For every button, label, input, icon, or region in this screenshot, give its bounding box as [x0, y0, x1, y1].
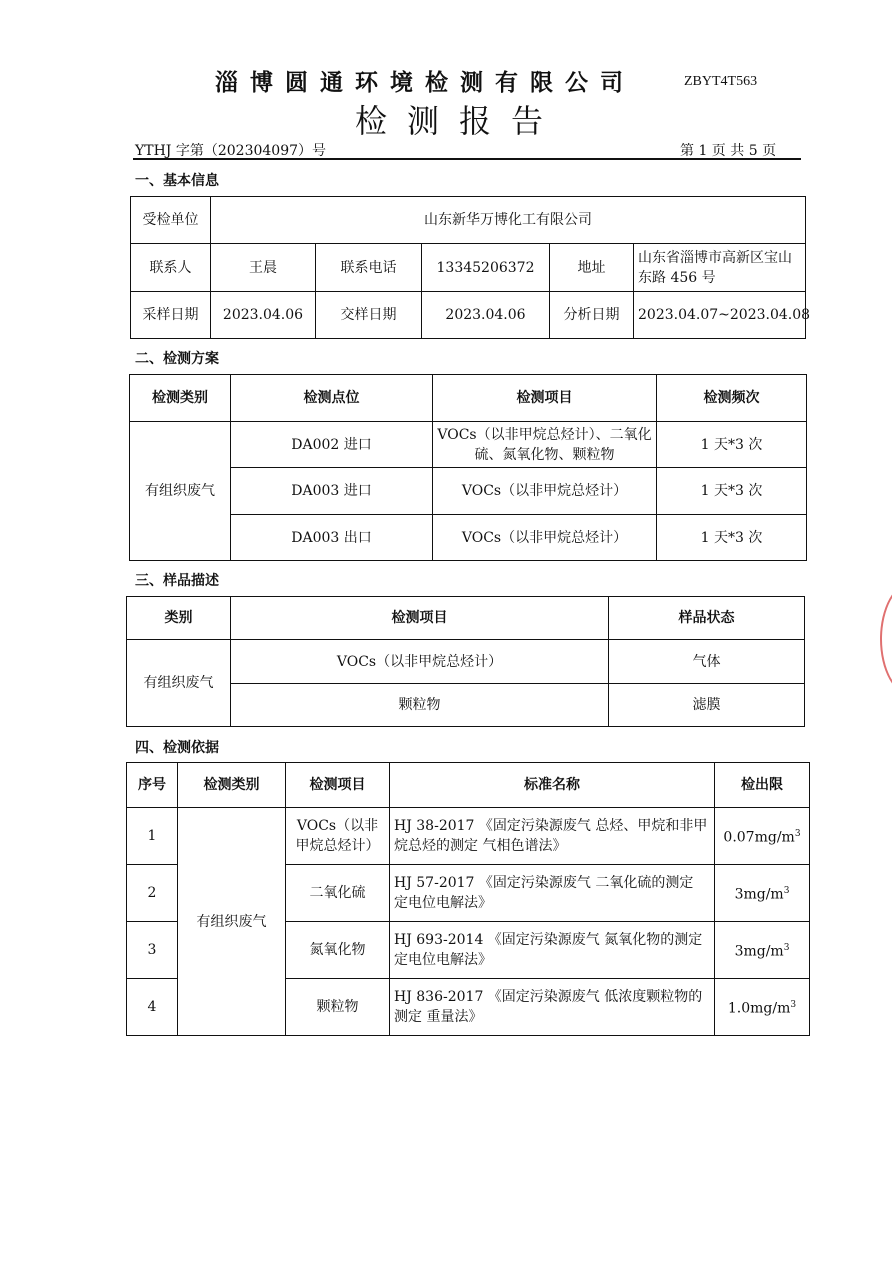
section-basis: 四、检测依据	[135, 740, 219, 756]
samples-item: VOCs（以非甲烷总烃计）	[231, 640, 609, 684]
basis-no: 1	[127, 808, 178, 865]
limit-unit-exponent: 3	[790, 1000, 797, 1011]
table-row	[127, 808, 810, 865]
basis-standard: HJ 836-2017 《固定污染源废气 低浓度颗粒物的测定 重量法》	[390, 979, 715, 1036]
basis-limit	[715, 979, 810, 1036]
basis-header-no: 序号	[127, 763, 178, 808]
handover-date-value: 2023.04.06	[422, 292, 550, 339]
section-basic-info: 一、基本信息	[135, 173, 219, 189]
samples-item: 颗粒物	[231, 684, 609, 727]
samples-category: 有组织废气	[127, 640, 231, 727]
samples-state: 滤膜	[609, 684, 805, 727]
basis-limit	[715, 808, 810, 865]
plan-header-category: 检测类别	[130, 375, 231, 422]
plan-frequency: 1 天*3 次	[657, 515, 807, 561]
basis-category: 有组织废气	[178, 808, 286, 1036]
sample-date-value: 2023.04.06	[211, 292, 316, 339]
report-title: 检测报告	[355, 102, 564, 140]
plan-item: VOCs（以非甲烷总烃计）	[433, 515, 657, 561]
basis-item: 氮氧化物	[286, 922, 390, 979]
basis-standard: HJ 57-2017 《固定污染源废气 二氧化硫的测定 定电位电解法》	[390, 865, 715, 922]
table-row	[130, 515, 807, 561]
basis-limit	[715, 922, 810, 979]
report-number: YTHJ 字第（202304097）号	[135, 143, 327, 159]
document-code: ZBYT4T563	[684, 74, 758, 89]
company-name: 淄博圆通环境检测有限公司	[215, 69, 635, 96]
basis-item: 二氧化硫	[286, 865, 390, 922]
basis-standard: HJ 38-2017 《固定污染源废气 总烃、甲烷和非甲烷总烃的测定 气相色谱法》	[390, 808, 715, 865]
basis-limit	[715, 865, 810, 922]
contact-value: 王晨	[211, 244, 316, 292]
client-value: 山东新华万博化工有限公司	[211, 197, 806, 244]
samples-table	[126, 596, 805, 727]
basis-item: VOCs（以非甲烷总烃计）	[286, 808, 390, 865]
client-label: 受检单位	[131, 197, 211, 244]
basis-no: 2	[127, 865, 178, 922]
page-info: 第 1 页 共 5 页	[680, 143, 777, 159]
basis-header-standard: 标准名称	[390, 763, 715, 808]
plan-table	[129, 374, 807, 561]
plan-category: 有组织废气	[130, 422, 231, 561]
limit-value: 1.0mg/m	[727, 1000, 791, 1017]
plan-item: VOCs（以非甲烷总烃计）、二氧化硫、氮氧化物、颗粒物	[433, 422, 657, 468]
basis-header-category: 检测类别	[178, 763, 286, 808]
limit-value: 3mg/m	[734, 886, 784, 903]
section-plan: 二、检测方案	[135, 351, 219, 367]
basis-item: 颗粒物	[286, 979, 390, 1036]
plan-frequency: 1 天*3 次	[657, 422, 807, 468]
plan-frequency: 1 天*3 次	[657, 468, 807, 515]
analysis-date-label: 分析日期	[550, 292, 634, 339]
table-row	[130, 468, 807, 515]
plan-point: DA003 进口	[231, 468, 433, 515]
samples-header-item: 检测项目	[231, 597, 609, 640]
limit-value: 3mg/m	[734, 943, 784, 960]
limit-unit-exponent: 3	[794, 829, 801, 840]
limit-unit-exponent: 3	[783, 886, 790, 897]
section-samples: 三、样品描述	[135, 573, 219, 589]
phone-value: 13345206372	[422, 244, 550, 292]
plan-header-frequency: 检测频次	[657, 375, 807, 422]
table-row	[130, 422, 807, 468]
analysis-date-value: 2023.04.07~2023.04.08	[634, 292, 806, 339]
handover-date-label: 交样日期	[316, 292, 422, 339]
plan-point: DA003 出口	[231, 515, 433, 561]
plan-point: DA002 进口	[231, 422, 433, 468]
sample-date-label: 采样日期	[131, 292, 211, 339]
phone-label: 联系电话	[316, 244, 422, 292]
basis-table	[126, 762, 810, 1036]
header-rule	[133, 158, 801, 160]
contact-label: 联系人	[131, 244, 211, 292]
basis-header-item: 检测项目	[286, 763, 390, 808]
address-label: 地址	[550, 244, 634, 292]
limit-unit-exponent: 3	[783, 943, 790, 954]
samples-header-state: 样品状态	[609, 597, 805, 640]
basis-no: 3	[127, 922, 178, 979]
plan-item: VOCs（以非甲烷总烃计）	[433, 468, 657, 515]
basis-no: 4	[127, 979, 178, 1036]
table-row	[127, 640, 805, 684]
plan-header-point: 检测点位	[231, 375, 433, 422]
basis-standard: HJ 693-2014 《固定污染源废气 氮氧化物的测定 定电位电解法》	[390, 922, 715, 979]
samples-header-category: 类别	[127, 597, 231, 640]
plan-header-item: 检测项目	[433, 375, 657, 422]
basic-info-table	[130, 196, 811, 339]
seal-stamp	[880, 582, 892, 696]
samples-state: 气体	[609, 640, 805, 684]
address-value: 山东省淄博市高新区宝山东路 456 号	[634, 244, 806, 292]
limit-value: 0.07mg/m	[723, 829, 795, 846]
basis-header-limit: 检出限	[715, 763, 810, 808]
